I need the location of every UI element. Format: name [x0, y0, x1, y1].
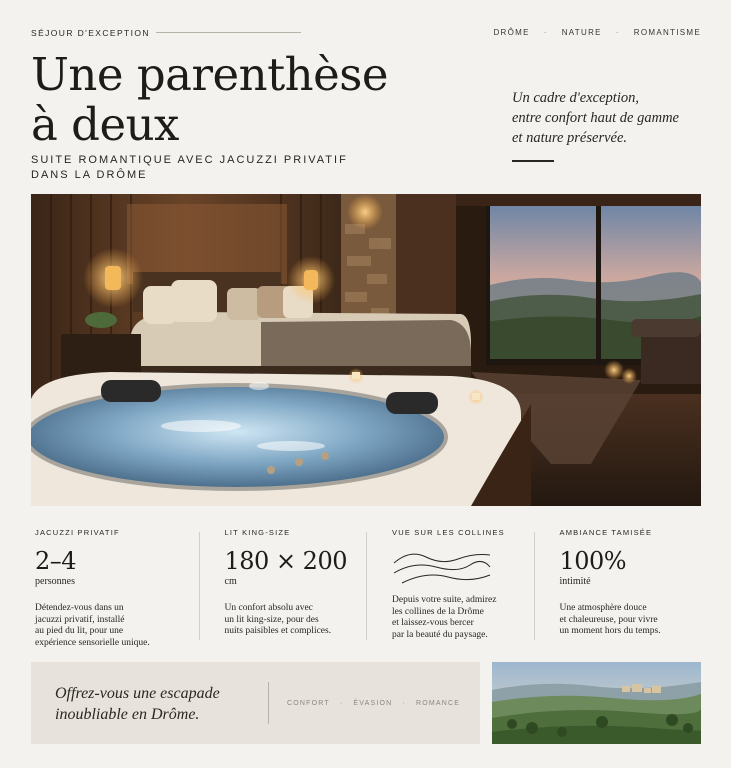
tag-romance: ROMANCE	[415, 700, 461, 707]
feature-bed	[199, 528, 367, 646]
nav-item-nature[interactable]: NATURE	[561, 28, 602, 37]
top-nav	[493, 28, 701, 37]
banner-text	[55, 683, 255, 725]
cta-banner	[31, 662, 480, 744]
feature-value: 180 × 200	[224, 547, 347, 575]
desc-line: nuits paisibles et complices.	[224, 626, 332, 636]
tagline-rule	[512, 160, 554, 162]
feature-description	[35, 603, 170, 649]
tagline-line-1: Un cadre d'exception,	[512, 90, 639, 106]
title-line-1: Une parenthèse	[31, 48, 389, 101]
tag-separator: ·	[402, 700, 406, 707]
feature-unit: intimité	[559, 576, 591, 587]
feature-label: VUE SUR LES COLLINES	[392, 528, 505, 537]
desc-line: les collines de la Drôme	[392, 606, 484, 617]
title-line-2: à deux	[31, 98, 179, 151]
desc-line: et laissez-vous bercer	[392, 618, 474, 628]
desc-line: jacuzzi privatif, installé	[35, 614, 125, 625]
feature-value: 100%	[559, 547, 627, 575]
nav-item-drome[interactable]: DRÔME	[493, 28, 530, 37]
feature-description	[560, 603, 695, 638]
tag-separator: ·	[339, 700, 344, 707]
feature-label: AMBIANCE TAMISÉE	[559, 528, 653, 537]
feature-label: JACUZZI PRIVATIF	[35, 528, 120, 537]
nav-separator: ·	[615, 28, 620, 37]
feature-jacuzzi	[31, 528, 199, 646]
hills-icon	[392, 547, 534, 587]
desc-line: un lit king-size, pour des	[224, 614, 319, 625]
page-title	[31, 50, 388, 150]
feature-description	[225, 603, 360, 638]
feature-unit: cm	[224, 576, 237, 587]
nav-item-romantisme[interactable]: ROMANTISME	[633, 28, 701, 37]
desc-line: expérience sensorielle unique.	[35, 637, 150, 648]
desc-line: par la beauté du paysage.	[392, 629, 488, 640]
tagline	[512, 88, 712, 148]
banner-tags	[287, 700, 460, 707]
feature-label: LIT KING-SIZE	[224, 528, 291, 537]
desc-line: au pied du lit, pour une	[35, 626, 124, 636]
desc-line: et chaleureuse, pour vivre	[559, 614, 658, 625]
features-row	[31, 528, 701, 646]
feature-unit: personnes	[35, 576, 75, 587]
nav-separator: ·	[543, 28, 548, 37]
subtitle-line-1: SUITE ROMANTIQUE AVEC JACUZZI PRIVATIF	[31, 154, 348, 166]
subtitle-line-2: DANS LA DRÔME	[31, 169, 148, 181]
desc-line: un moment hors du temps.	[559, 626, 661, 636]
tagline-line-2: entre confort haut de gamme	[512, 110, 679, 126]
desc-line: Détendez-vous dans un	[35, 603, 124, 613]
landscape-thumbnail	[492, 662, 701, 744]
hero-image-suite	[31, 194, 701, 506]
feature-ambiance	[534, 528, 702, 646]
feature-value: 2–4	[35, 547, 77, 575]
feature-view	[366, 528, 534, 646]
desc-line: Une atmosphère douce	[559, 603, 647, 613]
eyebrow-divider	[156, 32, 301, 33]
eyebrow-label: SÉJOUR D'EXCEPTION	[31, 28, 150, 38]
page-subtitle	[31, 153, 391, 183]
banner-divider	[268, 682, 269, 724]
desc-line: Un confort absolu avec	[224, 603, 313, 613]
feature-description	[392, 595, 527, 641]
banner-line-1: Offrez-vous une escapade	[55, 685, 220, 702]
banner-line-2: inoubliable en Drôme.	[55, 706, 200, 723]
tag-evasion: ÉVASION	[353, 700, 393, 707]
desc-line: Depuis votre suite, admirez	[392, 595, 497, 605]
tag-confort: CONFORT	[287, 700, 330, 707]
tagline-line-3: et nature préservée.	[512, 130, 628, 146]
